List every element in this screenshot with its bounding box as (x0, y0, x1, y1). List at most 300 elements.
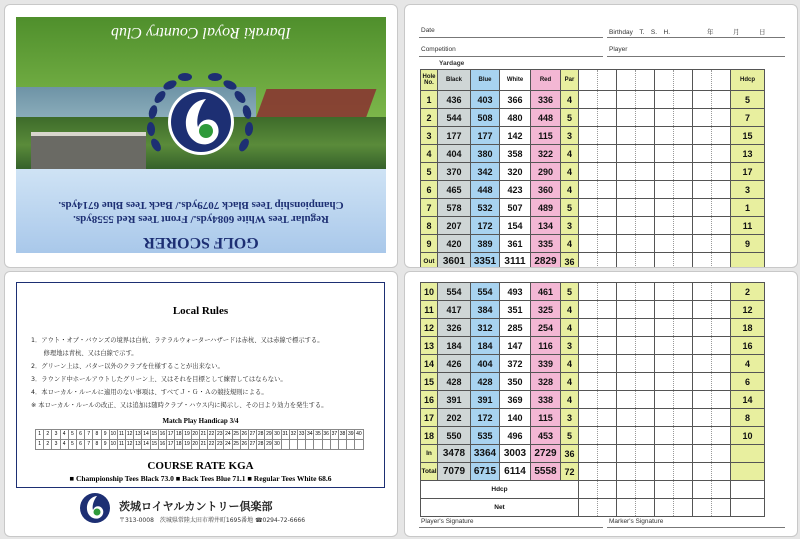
match-play-cell: 3 (52, 430, 60, 440)
match-play-cell: 24 (224, 440, 232, 450)
score-entry-cell[interactable] (617, 463, 636, 481)
match-play-cell: 23 (216, 440, 224, 450)
score-entry-cell[interactable] (655, 253, 674, 269)
score-entry-cell[interactable] (579, 145, 598, 163)
score-entry-cell[interactable] (693, 199, 712, 217)
par-value: 3 (561, 409, 579, 427)
blue-yardage: 172 (471, 409, 500, 427)
score-entry-cell[interactable] (636, 283, 655, 301)
score-entry-cell[interactable] (655, 283, 674, 301)
score-entry-cell[interactable] (712, 427, 731, 445)
score-entry-cell[interactable] (598, 481, 617, 499)
date-units: 年 月 日 (707, 29, 766, 36)
score-entry-cell[interactable] (693, 301, 712, 319)
score-entry-cell[interactable] (617, 91, 636, 109)
score-entry-cell[interactable] (617, 373, 636, 391)
score-entry-cell[interactable] (636, 409, 655, 427)
score-entry-cell[interactable] (712, 127, 731, 145)
player-score-header (617, 70, 636, 91)
score-entry-cell[interactable] (636, 337, 655, 355)
score-entry-cell[interactable] (598, 163, 617, 181)
match-play-cell: 8 (93, 430, 101, 440)
black-yardage: 426 (438, 355, 471, 373)
score-entry-cell[interactable] (655, 463, 674, 481)
match-play-cell: 10 (109, 430, 117, 440)
score-entry-cell[interactable] (712, 145, 731, 163)
score-entry-cell[interactable] (636, 301, 655, 319)
score-entry-cell[interactable] (693, 283, 712, 301)
score-entry-cell[interactable] (617, 319, 636, 337)
score-entry-cell[interactable] (674, 217, 693, 235)
score-entry-cell[interactable] (693, 481, 712, 499)
score-entry-cell[interactable] (617, 163, 636, 181)
score-entry-cell[interactable] (712, 499, 731, 517)
score-entry-cell[interactable] (712, 319, 731, 337)
score-entry-cell[interactable] (617, 199, 636, 217)
hdcp-value: 17 (731, 163, 765, 181)
score-entry-cell[interactable] (636, 427, 655, 445)
score-entry-cell[interactable] (693, 355, 712, 373)
score-entry-cell[interactable] (655, 163, 674, 181)
front-nine-table (420, 69, 765, 268)
score-entry-cell[interactable] (598, 445, 617, 463)
hdcp-value: 18 (731, 319, 765, 337)
hdcp-value: 13 (731, 145, 765, 163)
score-entry-cell[interactable] (598, 127, 617, 145)
score-entry-cell[interactable] (617, 427, 636, 445)
match-play-cell-empty (338, 440, 346, 450)
score-entry-cell[interactable] (674, 301, 693, 319)
match-play-cell: 28 (257, 430, 265, 440)
match-play-cell: 40 (355, 430, 363, 440)
score-entry-cell[interactable] (617, 301, 636, 319)
white-yardage: 142 (500, 127, 531, 145)
score-entry-cell[interactable] (712, 463, 731, 481)
score-entry-cell[interactable] (636, 109, 655, 127)
score-entry-cell[interactable] (579, 391, 598, 409)
tees-line-2: Regular Tees White 6084yds./ Front Tees Red 5558yds. (73, 213, 329, 225)
par-value: 4 (561, 163, 579, 181)
score-entry-cell[interactable] (617, 181, 636, 199)
score-entry-cell[interactable] (712, 253, 731, 269)
score-entry-cell[interactable] (712, 301, 731, 319)
score-entry-cell[interactable] (674, 163, 693, 181)
score-entry-cell[interactable] (598, 181, 617, 199)
table-row (421, 283, 765, 301)
score-entry-cell[interactable] (636, 163, 655, 181)
white-yardage: 496 (500, 427, 531, 445)
score-entry-cell[interactable] (636, 445, 655, 463)
net-row-label: Net (421, 499, 579, 517)
match-play-cell: 17 (167, 430, 175, 440)
score-entry-cell[interactable] (712, 109, 731, 127)
score-entry-cell[interactable] (579, 499, 598, 517)
blue-yardage: 428 (471, 373, 500, 391)
score-entry-cell[interactable] (617, 445, 636, 463)
match-play-cell: 16 (158, 430, 166, 440)
score-entry-cell[interactable] (693, 145, 712, 163)
score-entry-cell[interactable] (693, 391, 712, 409)
par-value: 3 (561, 337, 579, 355)
match-play-cell: 15 (150, 430, 158, 440)
blue-yardage: 184 (471, 337, 500, 355)
score-entry-cell[interactable] (693, 181, 712, 199)
score-entry-cell[interactable] (636, 373, 655, 391)
score-entry-cell[interactable] (674, 145, 693, 163)
score-entry-cell[interactable] (636, 463, 655, 481)
score-entry-cell[interactable] (693, 163, 712, 181)
score-entry-cell[interactable] (598, 463, 617, 481)
score-entry-cell[interactable] (674, 127, 693, 145)
score-entry-cell[interactable] (712, 445, 731, 463)
score-entry-cell[interactable] (579, 319, 598, 337)
score-entry-cell[interactable] (655, 427, 674, 445)
score-entry-cell[interactable] (693, 253, 712, 269)
score-entry-cell[interactable] (693, 235, 712, 253)
score-entry-cell[interactable] (636, 355, 655, 373)
score-entry-cell[interactable] (617, 499, 636, 517)
score-entry-cell[interactable] (598, 253, 617, 269)
score-entry-cell[interactable] (674, 235, 693, 253)
course-rate-values: ■ Championship Tees Black 73.0 ■ Back Tees Blue 71.1 ■ Regular Tees White 68.6 (69, 474, 332, 483)
hole-no-header: Hole No. (421, 70, 438, 91)
match-play-cell: 18 (175, 440, 183, 450)
white-yardage: 147 (500, 337, 531, 355)
blue-header: Blue (471, 70, 500, 91)
score-entry-cell[interactable] (579, 355, 598, 373)
table-row (421, 253, 765, 269)
cover-photo (16, 17, 386, 253)
score-entry-cell[interactable] (712, 337, 731, 355)
blue-yardage: 535 (471, 427, 500, 445)
black-yardage: 420 (438, 235, 471, 253)
score-entry-cell[interactable] (693, 319, 712, 337)
score-entry-cell[interactable] (598, 319, 617, 337)
score-entry-cell[interactable] (655, 319, 674, 337)
score-entry-cell[interactable] (655, 409, 674, 427)
score-entry-cell[interactable] (674, 199, 693, 217)
score-entry-cell[interactable] (655, 127, 674, 145)
player-score-header (693, 70, 712, 91)
score-entry-cell[interactable] (636, 217, 655, 235)
score-entry-cell[interactable] (712, 355, 731, 373)
black-yardage: 184 (438, 337, 471, 355)
score-entry-cell[interactable] (712, 283, 731, 301)
match-play-cell: 30 (273, 430, 281, 440)
score-entry-cell[interactable] (579, 463, 598, 481)
score-entry-cell[interactable] (598, 355, 617, 373)
score-entry-cell[interactable] (674, 445, 693, 463)
score-entry-cell[interactable] (617, 145, 636, 163)
score-entry-cell[interactable] (655, 301, 674, 319)
red-yardage: 489 (531, 199, 561, 217)
score-entry-cell[interactable] (655, 481, 674, 499)
score-entry-cell[interactable] (674, 373, 693, 391)
score-entry-cell[interactable] (579, 253, 598, 269)
score-entry-cell[interactable] (579, 481, 598, 499)
score-entry-cell[interactable] (579, 427, 598, 445)
score-entry-cell[interactable] (693, 499, 712, 517)
blue-yardage: 3351 (471, 253, 500, 269)
score-entry-cell[interactable] (674, 181, 693, 199)
score-entry-cell[interactable] (674, 337, 693, 355)
match-play-cell: 35 (314, 430, 322, 440)
score-entry-cell[interactable] (655, 217, 674, 235)
score-entry-cell[interactable] (693, 127, 712, 145)
score-entry-cell[interactable] (598, 91, 617, 109)
score-entry-cell[interactable] (655, 109, 674, 127)
table-row (421, 91, 765, 109)
score-entry-cell[interactable] (617, 355, 636, 373)
score-entry-cell[interactable] (617, 481, 636, 499)
match-play-cell: 1 (36, 430, 44, 440)
score-entry-cell[interactable] (712, 235, 731, 253)
match-play-cell: 11 (117, 440, 125, 450)
player-signature-line (419, 527, 603, 528)
score-entry-cell[interactable] (674, 427, 693, 445)
match-play-cell: 31 (281, 430, 289, 440)
score-entry-cell[interactable] (617, 337, 636, 355)
score-entry-cell[interactable] (655, 337, 674, 355)
score-entry-cell[interactable] (617, 391, 636, 409)
yardage-label: Yardage (439, 60, 465, 67)
score-entry-cell[interactable] (617, 235, 636, 253)
score-entry-cell[interactable] (579, 109, 598, 127)
match-play-cell: 39 (347, 430, 355, 440)
score-entry-cell[interactable] (579, 283, 598, 301)
table-row (421, 355, 765, 373)
score-entry-cell[interactable] (693, 409, 712, 427)
hdcp-value: 10 (731, 427, 765, 445)
blue-yardage: 403 (471, 91, 500, 109)
score-entry-cell[interactable] (693, 427, 712, 445)
match-play-cell: 18 (175, 430, 183, 440)
score-entry-cell[interactable] (598, 337, 617, 355)
player-score-header (598, 70, 617, 91)
score-entry-cell[interactable] (674, 253, 693, 269)
score-entry-cell[interactable] (579, 181, 598, 199)
score-entry-cell[interactable] (674, 391, 693, 409)
hdcp-value: 5 (731, 91, 765, 109)
score-entry-cell[interactable] (674, 463, 693, 481)
score-entry-cell[interactable] (579, 163, 598, 181)
table-row (421, 235, 765, 253)
score-entry-cell[interactable] (598, 427, 617, 445)
red-yardage: 2729 (531, 445, 561, 463)
match-play-title: Match Play Handicap 3/4 (162, 417, 239, 425)
competition-line (419, 56, 603, 57)
score-entry-cell[interactable] (598, 499, 617, 517)
hdcp-empty (731, 481, 765, 499)
player-score-header (579, 70, 598, 91)
score-entry-cell[interactable] (655, 355, 674, 373)
hole-number: 5 (421, 163, 438, 181)
table-row (421, 463, 765, 481)
match-play-cell: 34 (306, 430, 314, 440)
back-nine-table (420, 282, 765, 517)
par-value: 3 (561, 217, 579, 235)
club-name: 茨城ロイヤルカントリー倶楽部 (119, 500, 273, 513)
blue-yardage: 448 (471, 181, 500, 199)
score-entry-cell[interactable] (636, 199, 655, 217)
red-yardage: 290 (531, 163, 561, 181)
score-entry-cell[interactable] (674, 355, 693, 373)
player-label: Player (609, 46, 628, 53)
score-entry-cell[interactable] (674, 283, 693, 301)
score-entry-cell[interactable] (655, 445, 674, 463)
score-entry-cell[interactable] (617, 127, 636, 145)
match-play-cell: 14 (142, 430, 150, 440)
score-entry-cell[interactable] (712, 217, 731, 235)
red-yardage: 115 (531, 127, 561, 145)
club-logo-icon (77, 490, 113, 526)
score-entry-cell[interactable] (598, 109, 617, 127)
score-entry-cell[interactable] (598, 409, 617, 427)
hole-number: 10 (421, 283, 438, 301)
blue-yardage: 391 (471, 391, 500, 409)
score-entry-cell[interactable] (655, 145, 674, 163)
match-play-cell: 3 (52, 440, 60, 450)
score-entry-cell[interactable] (579, 409, 598, 427)
score-entry-cell[interactable] (674, 499, 693, 517)
score-entry-cell[interactable] (693, 337, 712, 355)
hdcp-value: 14 (731, 391, 765, 409)
score-entry-cell[interactable] (598, 301, 617, 319)
score-entry-cell[interactable] (712, 373, 731, 391)
score-entry-cell[interactable] (655, 181, 674, 199)
blue-yardage: 6715 (471, 463, 500, 481)
score-entry-cell[interactable] (693, 91, 712, 109)
competition-label: Competition (421, 46, 456, 53)
score-entry-cell[interactable] (617, 109, 636, 127)
table-row (421, 427, 765, 445)
score-entry-cell[interactable] (693, 373, 712, 391)
rules-box (16, 282, 385, 488)
score-entry-cell[interactable] (712, 181, 731, 199)
par-value: 4 (561, 91, 579, 109)
score-entry-cell[interactable] (636, 253, 655, 269)
score-entry-cell[interactable] (598, 145, 617, 163)
hdcp-value: 9 (731, 235, 765, 253)
red-yardage: 448 (531, 109, 561, 127)
score-entry-cell[interactable] (655, 235, 674, 253)
score-entry-cell[interactable] (674, 109, 693, 127)
score-entry-cell[interactable] (655, 391, 674, 409)
score-entry-cell[interactable] (598, 199, 617, 217)
score-entry-cell[interactable] (636, 127, 655, 145)
score-entry-cell[interactable] (579, 199, 598, 217)
score-entry-cell[interactable] (712, 409, 731, 427)
score-entry-cell[interactable] (598, 235, 617, 253)
score-entry-cell[interactable] (712, 199, 731, 217)
score-entry-cell[interactable] (617, 217, 636, 235)
hdcp-value: 6 (731, 373, 765, 391)
match-play-grid (35, 429, 364, 450)
score-entry-cell[interactable] (636, 181, 655, 199)
blue-yardage: 342 (471, 163, 500, 181)
white-yardage: 351 (500, 301, 531, 319)
score-entry-cell[interactable] (636, 319, 655, 337)
par-value: 4 (561, 355, 579, 373)
date-label: Date (421, 27, 435, 34)
score-entry-cell[interactable] (674, 481, 693, 499)
hdcp-value: 8 (731, 409, 765, 427)
marker-signature-label: Marker's Signature (609, 518, 664, 525)
score-entry-cell[interactable] (617, 409, 636, 427)
score-entry-cell[interactable] (693, 217, 712, 235)
rule-line: 4．本ローカル・ルールに適用のない事項は、すべてＪ・Ｇ・Ａの競技規則による。 (31, 389, 268, 396)
match-play-cell: 22 (207, 430, 215, 440)
score-entry-cell[interactable] (655, 373, 674, 391)
score-entry-cell[interactable] (579, 337, 598, 355)
table-row (421, 373, 765, 391)
white-yardage: 6114 (500, 463, 531, 481)
score-entry-cell[interactable] (598, 373, 617, 391)
score-entry-cell[interactable] (579, 301, 598, 319)
score-entry-cell[interactable] (712, 91, 731, 109)
black-yardage: 428 (438, 373, 471, 391)
score-entry-cell[interactable] (617, 253, 636, 269)
hdcp-value: 12 (731, 301, 765, 319)
rule-line: 2．グリーン上は、パター以外のクラブを仕様することが出来ない。 (31, 363, 224, 370)
score-entry-cell[interactable] (712, 163, 731, 181)
score-entry-cell[interactable] (655, 499, 674, 517)
hole-number: 3 (421, 127, 438, 145)
score-entry-cell[interactable] (693, 445, 712, 463)
score-entry-cell[interactable] (636, 481, 655, 499)
score-entry-cell[interactable] (598, 391, 617, 409)
score-entry-cell[interactable] (636, 391, 655, 409)
score-entry-cell[interactable] (674, 319, 693, 337)
score-entry-cell[interactable] (636, 235, 655, 253)
table-row (421, 181, 765, 199)
score-entry-cell[interactable] (693, 109, 712, 127)
score-entry-cell[interactable] (579, 235, 598, 253)
match-play-cell: 26 (240, 430, 248, 440)
score-entry-cell[interactable] (712, 391, 731, 409)
score-entry-cell[interactable] (636, 145, 655, 163)
score-entry-cell[interactable] (579, 127, 598, 145)
player-score-header (712, 70, 731, 91)
score-entry-cell[interactable] (636, 499, 655, 517)
black-yardage: 207 (438, 217, 471, 235)
score-entry-cell[interactable] (693, 463, 712, 481)
local-rules-panel (4, 271, 398, 537)
black-yardage: 391 (438, 391, 471, 409)
par-value: 4 (561, 319, 579, 337)
score-entry-cell[interactable] (598, 283, 617, 301)
white-yardage: 361 (500, 235, 531, 253)
red-yardage: 134 (531, 217, 561, 235)
score-entry-cell[interactable] (579, 91, 598, 109)
par-value: 5 (561, 199, 579, 217)
score-entry-cell[interactable] (674, 91, 693, 109)
score-entry-cell[interactable] (598, 217, 617, 235)
score-entry-cell[interactable] (579, 445, 598, 463)
score-entry-cell[interactable] (579, 217, 598, 235)
match-play-cell: 5 (68, 440, 76, 450)
player-score-header (674, 70, 693, 91)
score-entry-cell[interactable] (617, 283, 636, 301)
score-entry-cell[interactable] (674, 409, 693, 427)
score-entry-cell[interactable] (655, 199, 674, 217)
score-entry-cell[interactable] (655, 91, 674, 109)
match-play-cell: 7 (85, 440, 93, 450)
score-entry-cell[interactable] (636, 91, 655, 109)
red-yardage: 254 (531, 319, 561, 337)
score-entry-cell[interactable] (712, 481, 731, 499)
score-entry-cell[interactable] (579, 373, 598, 391)
